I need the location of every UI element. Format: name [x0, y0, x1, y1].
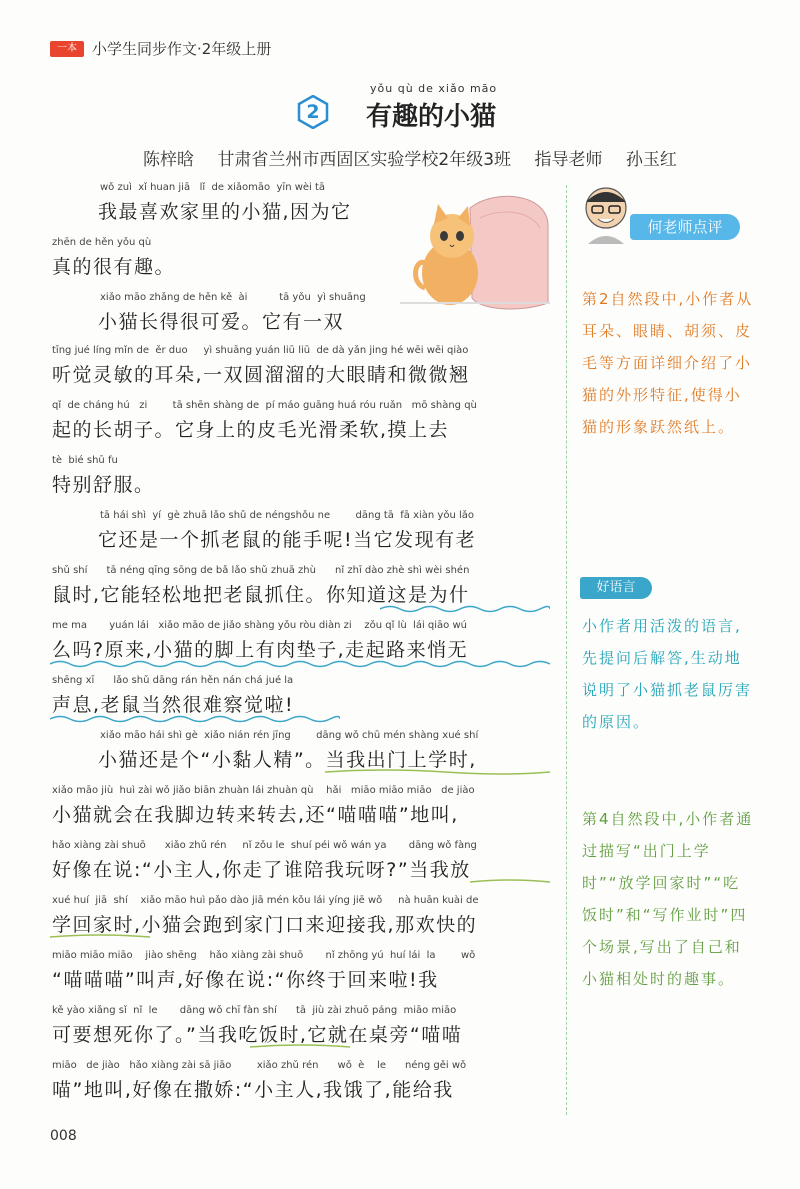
essay-line: “喵喵喵”叫声,好像在说:“你终于回来啦!我: [52, 969, 439, 991]
sidebar-divider: [566, 185, 567, 1115]
pinyin-line: xiǎo māo zhǎng de hěn kě ài tā yǒu yì shuāng: [100, 292, 366, 303]
pinyin-line: wǒ zuì xǐ huan jiā lǐ de xiǎomāo yīn wèi tā: [100, 182, 326, 193]
pinyin-line: zhēn de hěn yǒu qù: [52, 237, 152, 248]
highlight-underline: [50, 933, 150, 941]
pinyin-line: me ma yuán lái xiǎo māo de jiǎo shàng yǒu ròu diàn zi zǒu qǐ lù lái qiāo wú: [52, 620, 467, 631]
pinyin-line: miāo miāo miāo jiào shēng hǎo xiàng zài shuō nǐ zhōng yú huí lái la wǒ: [52, 950, 476, 961]
comment-badge: 何老师点评: [630, 214, 740, 240]
essay-line: 小猫长得很可爱。它有一双: [98, 311, 345, 333]
page-number: 008: [50, 1128, 77, 1144]
essay-line: 声息,老鼠当然很难察觉啦!: [52, 694, 295, 716]
author-name: 陈梓晗: [143, 150, 194, 170]
essay-line: 可要想死你了。”当我吃饭时,它就在桌旁“喵喵: [52, 1024, 463, 1046]
title-pinyin: yǒu qù de xiǎo māo: [370, 82, 498, 95]
teacher-avatar-icon: [578, 180, 634, 244]
essay-line: 特别舒服。: [52, 474, 155, 496]
highlight-underline: [50, 659, 550, 669]
pinyin-line: miāo de jiào hǎo xiàng zài sā jiāo xiǎo zhǔ rén wǒ è le néng gěi wǒ: [52, 1060, 467, 1071]
pinyin-line: kě yào xiǎng sǐ nǐ le dāng wǒ chī fàn shí tā jiù zài zhuō páng miāo miāo: [52, 1005, 457, 1016]
pinyin-line: tīng jué líng mǐn de ěr duo yì shuāng yuán liū liū de dà yǎn jing hé wēi wēi qiào: [52, 345, 469, 356]
byline: [143, 145, 695, 170]
pinyin-line: shēng xī lǎo shǔ dāng rán hěn nán chá jué la: [52, 675, 294, 686]
highlight-underline: [250, 1043, 350, 1051]
pinyin-line: tā hái shì yí gè zhuā lǎo shǔ de néngshǒu ne dāng tā fā xiàn yǒu lǎo: [100, 510, 475, 521]
pinyin-line: tè bié shū fu: [52, 455, 118, 466]
language-comment: 小作者用活泼的语言,先提问后解答,生动地说明了小猫抓老鼠厉害的原因。: [582, 617, 753, 731]
essay-line: 鼠时,它能轻松地把老鼠抓住。你知道这是为什: [52, 584, 470, 606]
essay-line: 喵”地叫,好像在撒娇:“小主人,我饿了,能给我: [52, 1079, 454, 1101]
lesson-number: [296, 95, 330, 129]
good-language-tag: 好语言: [580, 577, 652, 599]
series-title: 小学生同步作文·2年级上册: [92, 40, 272, 58]
essay-line: 它还是一个抓老鼠的能手呢!当它发现有老: [98, 529, 477, 551]
pinyin-line: shǔ shí tā néng qīng sōng de bǎ lǎo shǔ zhuā zhù nǐ zhī dào zhè shì wèi shén: [52, 565, 470, 576]
paragraph-comment: 第4自然段中,小作者通过描写“出门上学时”“放学回家时”“吃饭时”和“写作业时”四个场景,写出了自己和小猫相处时的趣事。: [582, 810, 754, 988]
highlight-underline: [380, 604, 550, 614]
series-tag: 一本: [50, 41, 84, 57]
lesson-number-text: 2: [306, 101, 320, 123]
essay-line: 真的很有趣。: [52, 256, 176, 278]
highlight-underline: [470, 878, 550, 886]
highlight-underline: [325, 768, 550, 776]
pinyin-line: qǐ de cháng hú zi tā shēn shàng de pí máo guāng huá róu ruǎn mō shàng qù: [52, 400, 477, 411]
cat-illustration: [400, 188, 550, 313]
essay-line: 听觉灵敏的耳朵,一双圆溜溜的大眼睛和微微翘: [52, 364, 470, 386]
school-name: 甘肃省兰州市西固区实验学校2年级3班: [217, 150, 512, 170]
essay-line: 小猫还是个“小黏人精”。当我出门上学时,: [98, 749, 477, 771]
essay-line: 起的长胡子。它身上的皮毛光滑柔软,摸上去: [52, 419, 450, 441]
teacher-label: 指导老师: [534, 150, 603, 170]
page-title: 有趣的小猫: [366, 102, 497, 132]
pinyin-line: xiǎo māo hái shì gè xiǎo nián rén jīng dāng wǒ chū mén shàng xué shí: [100, 730, 479, 741]
teacher-name: 孙玉红: [625, 150, 677, 170]
essay-line: 么吗?原来,小猫的脚上有肉垫子,走起路来悄无: [52, 639, 469, 661]
pinyin-line: xué huí jiā shí xiǎo māo huì pǎo dào jiā mén kǒu lái yíng jiē wǒ nà huān kuài de: [52, 895, 479, 906]
pinyin-line: xiǎo māo jiù huì zài wǒ jiǎo biān zhuàn lái zhuàn qù hǎi miāo miāo miāo de jiào: [52, 785, 475, 796]
essay-line: 好像在说:“小主人,你走了谁陪我玩呀?”当我放: [52, 859, 471, 881]
essay-line: 学回家时,小猫会跑到家门口来迎接我,那欢快的: [52, 914, 478, 936]
pinyin-line: hǎo xiàng zài shuō xiǎo zhǔ rén nǐ zǒu le shuí péi wǒ wán ya dāng wǒ fàng: [52, 840, 477, 851]
teacher-comment: 第2自然段中,小作者从耳朵、眼睛、胡须、皮毛等方面详细介绍了小猫的外形特征,使得小猫的形象跃然纸上。: [582, 290, 754, 436]
essay-line: 小猫就会在我脚边转来转去,还“喵喵喵”地叫,: [52, 804, 459, 826]
highlight-underline: [50, 714, 340, 724]
essay-line: 我最喜欢家里的小猫,因为它: [98, 201, 352, 223]
